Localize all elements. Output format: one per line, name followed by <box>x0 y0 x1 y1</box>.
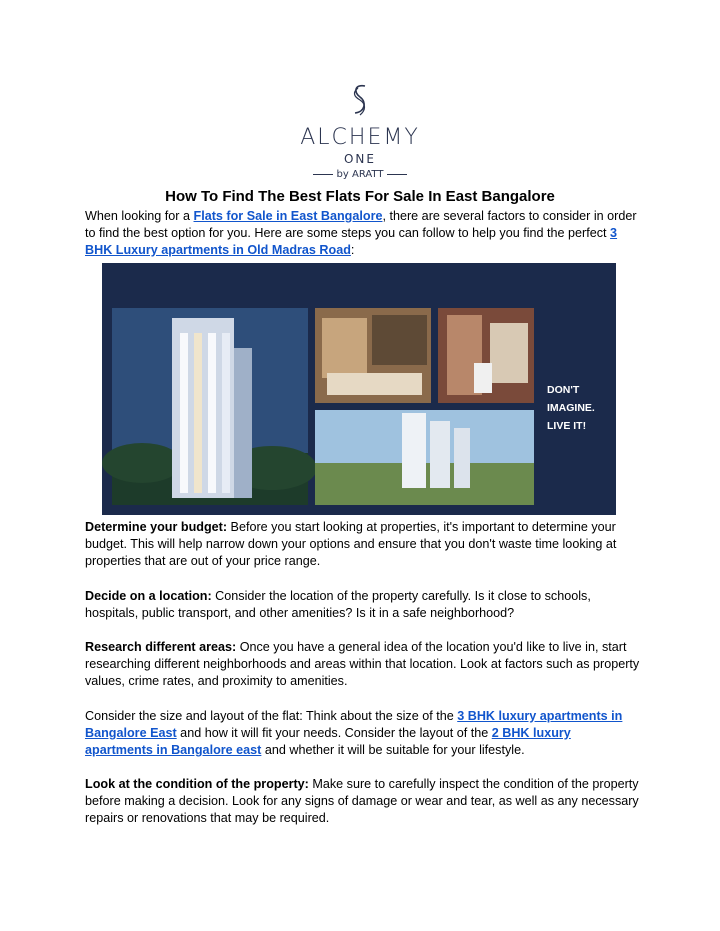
budget-label: Determine your budget: <box>85 520 228 534</box>
brand-logo <box>300 82 420 181</box>
intro-text-3: : <box>350 243 355 257</box>
tagline-line-2: IMAGINE. <box>547 402 595 414</box>
link-3bhk-old-madras-road[interactable]: 3 BHK Luxury apartments in Old Madras Road <box>85 226 618 257</box>
size-text-3: and whether it will be suitable for your lifestyle. <box>261 743 525 757</box>
link-3bhk-bangalore-east[interactable]: 3 BHK luxury apartments in Bangalore East <box>85 709 623 740</box>
intro-text-1: When looking for a <box>85 209 194 223</box>
tagline-line-3: LIVE IT! <box>547 420 587 432</box>
budget-text: Before you start looking at properties, it's important to determine your budget. This will help narrow down your options and ensure that you don't waste time looking at properties that are out of your price range. <box>85 520 617 568</box>
research-label: Research different areas: <box>85 640 237 654</box>
condition-label: Look at the condition of the property: <box>85 777 309 791</box>
promo-banner-image <box>102 263 616 515</box>
logo-sub: ONE <box>343 152 376 166</box>
banner-tagline <box>547 381 595 435</box>
link-2bhk-bangalore-east[interactable]: 2 BHK luxury apartments in Bangalore east <box>85 726 571 757</box>
research-paragraph <box>85 639 640 690</box>
page-title: How To Find The Best Flats For Sale In East Bangalore <box>165 188 555 205</box>
budget-paragraph <box>85 519 640 570</box>
condition-paragraph <box>85 776 640 827</box>
logo-by-text: by ARATT <box>336 169 384 180</box>
research-text: Once you have a general idea of the location you'd like to live in, start researching different neighborhoods and areas within that location. Look at factors such as property values, crime rates, and proximity to amenities. <box>85 640 640 688</box>
size-text-2: and how it will fit your needs. Consider the layout of the <box>176 726 492 740</box>
location-label: Decide on a location: <box>85 589 212 603</box>
logo-by <box>300 169 420 181</box>
location-text: Consider the location of the property carefully. Is it close to schools, hospitals, public transport, and other amenities? Is it in a safe neighborhood? <box>85 589 591 620</box>
location-paragraph <box>85 588 640 622</box>
alchemy-monogram-icon <box>345 82 375 118</box>
size-paragraph <box>85 708 640 759</box>
logo-name: ALCHEMY <box>300 125 420 150</box>
intro-text-2: , there are several factors to consider in order to find the best option for you. Here are some steps you can follow to help you find the perfect <box>85 209 637 240</box>
intro-paragraph <box>85 208 640 259</box>
banner-collage <box>102 263 616 515</box>
size-text-1: Consider the size and layout of the flat: Think about the size of the <box>85 709 458 723</box>
link-flats-east-bangalore[interactable]: Flats for Sale in East Bangalore <box>193 209 383 223</box>
tagline-line-1: DON'T <box>547 384 580 396</box>
condition-text: Make sure to carefully inspect the condition of the property before making a decision. Look for any signs of damage or wear and tear, as well as any necessary repairs or renovations that may be required. <box>85 777 639 825</box>
